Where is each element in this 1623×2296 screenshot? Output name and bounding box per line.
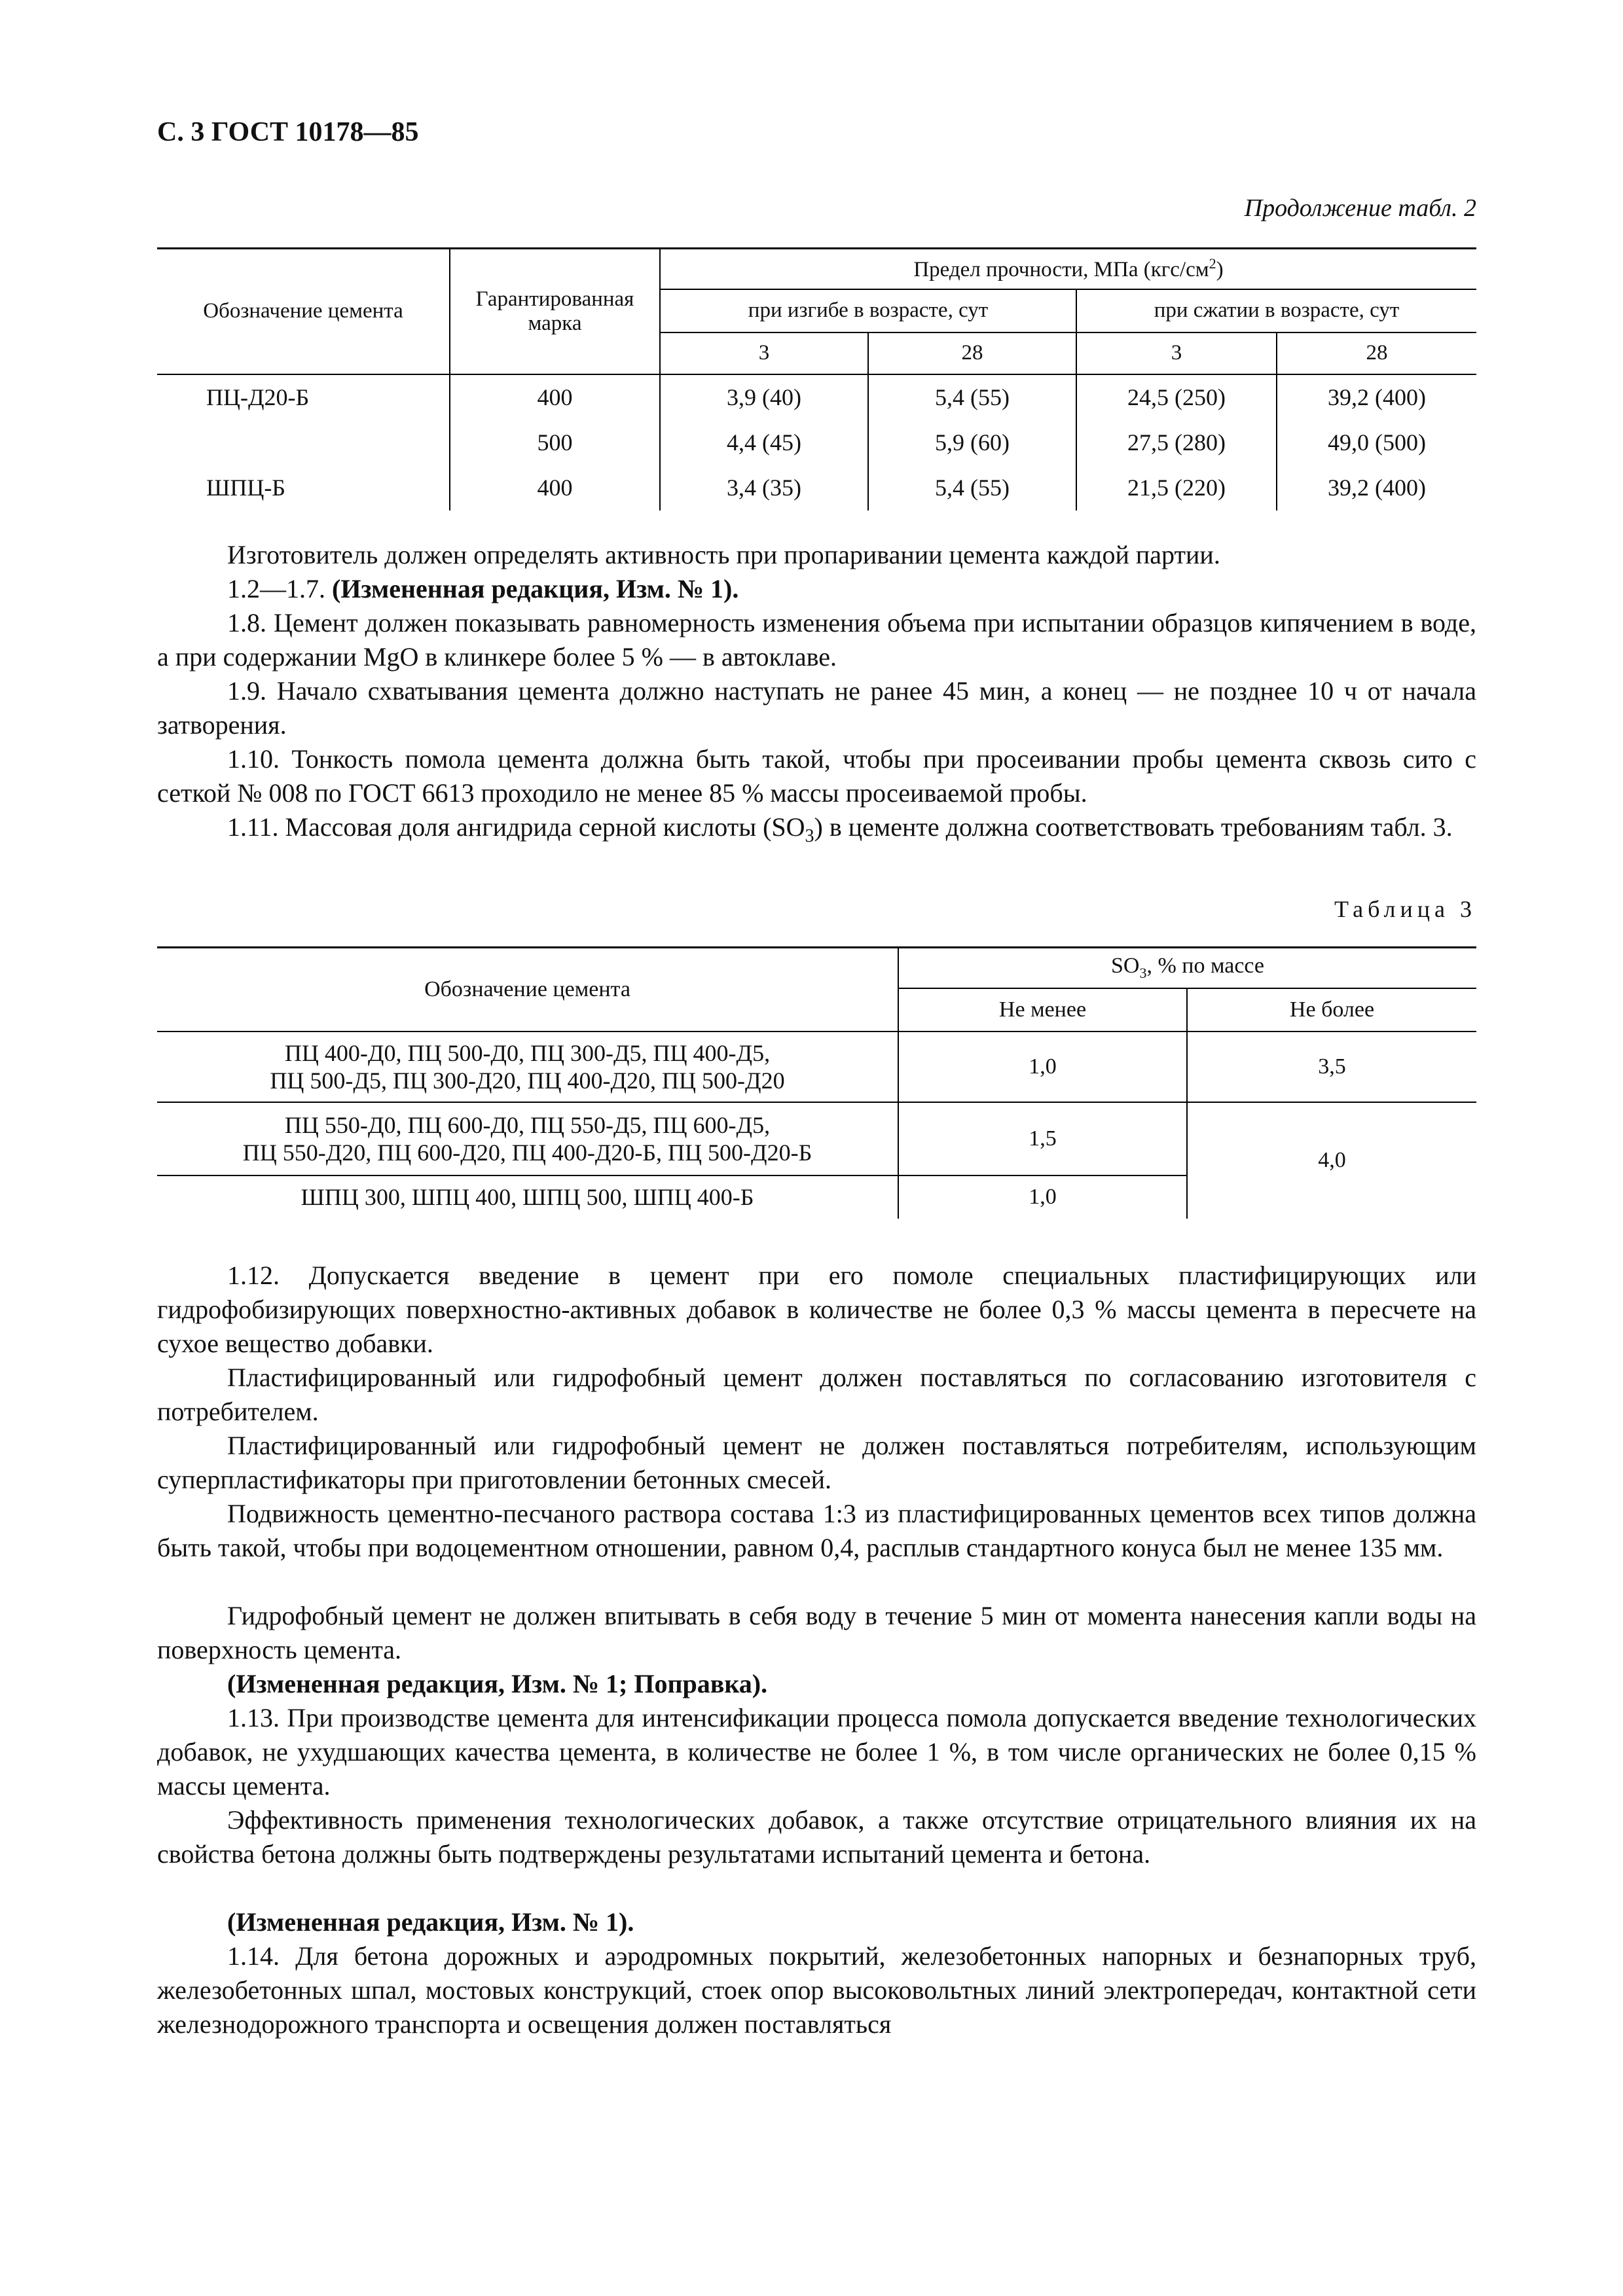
col-header-compress: при сжатии в возрасте, сут [1076,289,1476,332]
strength-table [157,247,1476,511]
value-cell: 5,4 (55) [868,465,1076,511]
min-cell: 1,0 [898,1031,1187,1102]
paragraph: Гидрофобный цемент не должен впитывать в себя воду в течение 5 мин от момента нанесения капли воды на поверхность цемента. [157,1601,1476,1664]
paragraph: 1.13. При производстве цемента для интенсификации процесса помола допускается введение технологических добавок, не ухудшающих качества цемента, в количестве не более 1 %, в том числе органических не более 0,15 % массы цемента. [157,1703,1476,1801]
value-cell: 3,9 (40) [660,374,868,420]
paragraph: Эффективность применения технологических добавок, а также отсутствие отрицательного влияния их на свойства бетона должны быть подтверждены результатами испытаний цемента и бетона. [157,1805,1476,1869]
value-cell: 49,0 (500) [1277,420,1476,465]
table-row [157,1031,1476,1102]
day-header: 28 [1277,332,1476,374]
value-cell: 5,9 (60) [868,420,1076,465]
paragraph: Подвижность цементно-песчаного раствора состава 1:3 из пластифицированных цементов всех типов должна быть такой, чтобы при водоцементном отношении, равном 0,4, расплыв стандартного конуса был не менее 135 мм. [157,1499,1476,1562]
col-header-bend: при изгибе в возрасте, сут [660,289,1076,332]
mark-cell: 400 [450,374,660,420]
paragraph: 1.8. Цемент должен показывать равномерность изменения объема при испытании образцов кипячением в воде, а при содержании MgO в клинкере более 5 % — в автоклаве. [157,608,1476,672]
mark-cell: 500 [450,420,660,465]
table-row [157,420,1476,465]
paragraph: 1.10. Тонкость помола цемента должна быть такой, чтобы при просеивании пробы цемента сквозь сито с сеткой № 008 по ГОСТ 6613 проходило не менее 85 % массы просеиваемой пробы. [157,744,1476,808]
paragraph: 1.14. Для бетона дорожных и аэродромных покрытий, железобетонных напорных и безнапорных труб, железобетонных шпал, мостовых конструкций, стоек опор высоковольтных линий электропередач, контактной сети железнодорожного транспорта и освещения должен поставляться [157,1941,1476,2039]
so3-table [157,946,1476,1219]
col-header-max: Не более [1187,988,1476,1031]
col-header-strength: Предел прочности, МПа $(кгс/см^2)$ [660,249,1476,289]
min-cell: 1,0 [898,1175,1187,1219]
value-cell: 4,4 (45) [660,420,868,465]
max-cell: 4,0 [1187,1102,1476,1219]
table-row [157,465,1476,511]
cement-name: ПЦ-Д20-Б [206,384,310,410]
col-header-designation: Обозначение цемента [157,948,898,1031]
cement-list: ШПЦ 300, ШПЦ 400, ШПЦ 500, ШПЦ 400-Б [157,1175,898,1219]
paragraph: 1.12. Допускается введение в цемент при его помоле специальных пластифицирующих или гидрофобизирующих поверхностно-активных добавок в количестве не более 0,3 % массы цемента в пересчете на сухое вещество добавки. [157,1261,1476,1358]
value-cell: 39,2 (400) [1277,374,1476,420]
col-header-so3: $SO_3$, % по массе [898,948,1476,988]
value-cell: 27,5 (280) [1076,420,1277,465]
paragraph: Изготовитель должен определять активность при пропаривании цемента каждой партии. [227,540,1220,569]
cement-name: ШПЦ-Б [206,474,285,501]
mark-cell: 400 [450,465,660,511]
value-cell: 21,5 (220) [1076,465,1277,511]
value-cell: 39,2 (400) [1277,465,1476,511]
cement-name [157,420,450,465]
value-cell: 5,4 (55) [868,374,1076,420]
day-header: 28 [868,332,1076,374]
max-cell: 3,5 [1187,1031,1476,1102]
paragraph: Пластифицированный или гидрофобный цемент не должен поставляться потребителям, использующим суперпластификаторы при приготовлении бетонных смесей. [157,1431,1476,1494]
min-cell: 1,5 [898,1102,1187,1175]
day-header: 3 [1076,332,1277,374]
table-row [157,374,1476,420]
col-header-mark: Гарантированная марка [450,249,660,374]
paragraph: Пластифицированный или гидрофобный цемент должен поставляться по согласованию изготовителя с потребителем. [157,1363,1476,1426]
table-row [157,1102,1476,1175]
col-header-min: Не менее [898,988,1187,1031]
paragraph: 1.2—1.7. (Измененная редакция, Изм. № 1). [227,574,739,603]
col-header-designation: Обозначение цемента [157,249,450,374]
day-header: 3 [660,332,868,374]
page-header: С. 3 ГОСТ 10178—85 [157,117,419,147]
table-caption: Таблица 3 [1334,896,1476,922]
value-cell: 3,4 (35) [660,465,868,511]
table-continuation-label: Продолжение табл. 2 [1244,194,1476,222]
cement-list: ПЦ 400-Д0, ПЦ 500-Д0, ПЦ 300-Д5, ПЦ 400-Д5, ПЦ 500-Д5, ПЦ 300-Д20, ПЦ 400-Д20, ПЦ 500-Д20 [270,1039,785,1094]
amendment-note: (Измененная редакция, Изм. № 1; Поправка). [227,1669,768,1698]
amendment-note: (Измененная редакция, Изм. № 1). [227,1907,634,1937]
paragraph: 1.11. Массовая доля ангидрида серной кислоты $(SO_3)$ в цементе должна соответствовать требованиям табл. 3. [227,812,1453,846]
value-cell: 24,5 (250) [1076,374,1277,420]
paragraph: 1.9. Начало схватывания цемента должно наступать не ранее 45 мин, а конец — не позднее 10 ч от начала затворения. [157,676,1476,740]
cement-list: ПЦ 550-Д0, ПЦ 600-Д0, ПЦ 550-Д5, ПЦ 600-Д5, ПЦ 550-Д20, ПЦ 600-Д20, ПЦ 400-Д20-Б, ПЦ 500-Д20-Б [157,1102,898,1175]
